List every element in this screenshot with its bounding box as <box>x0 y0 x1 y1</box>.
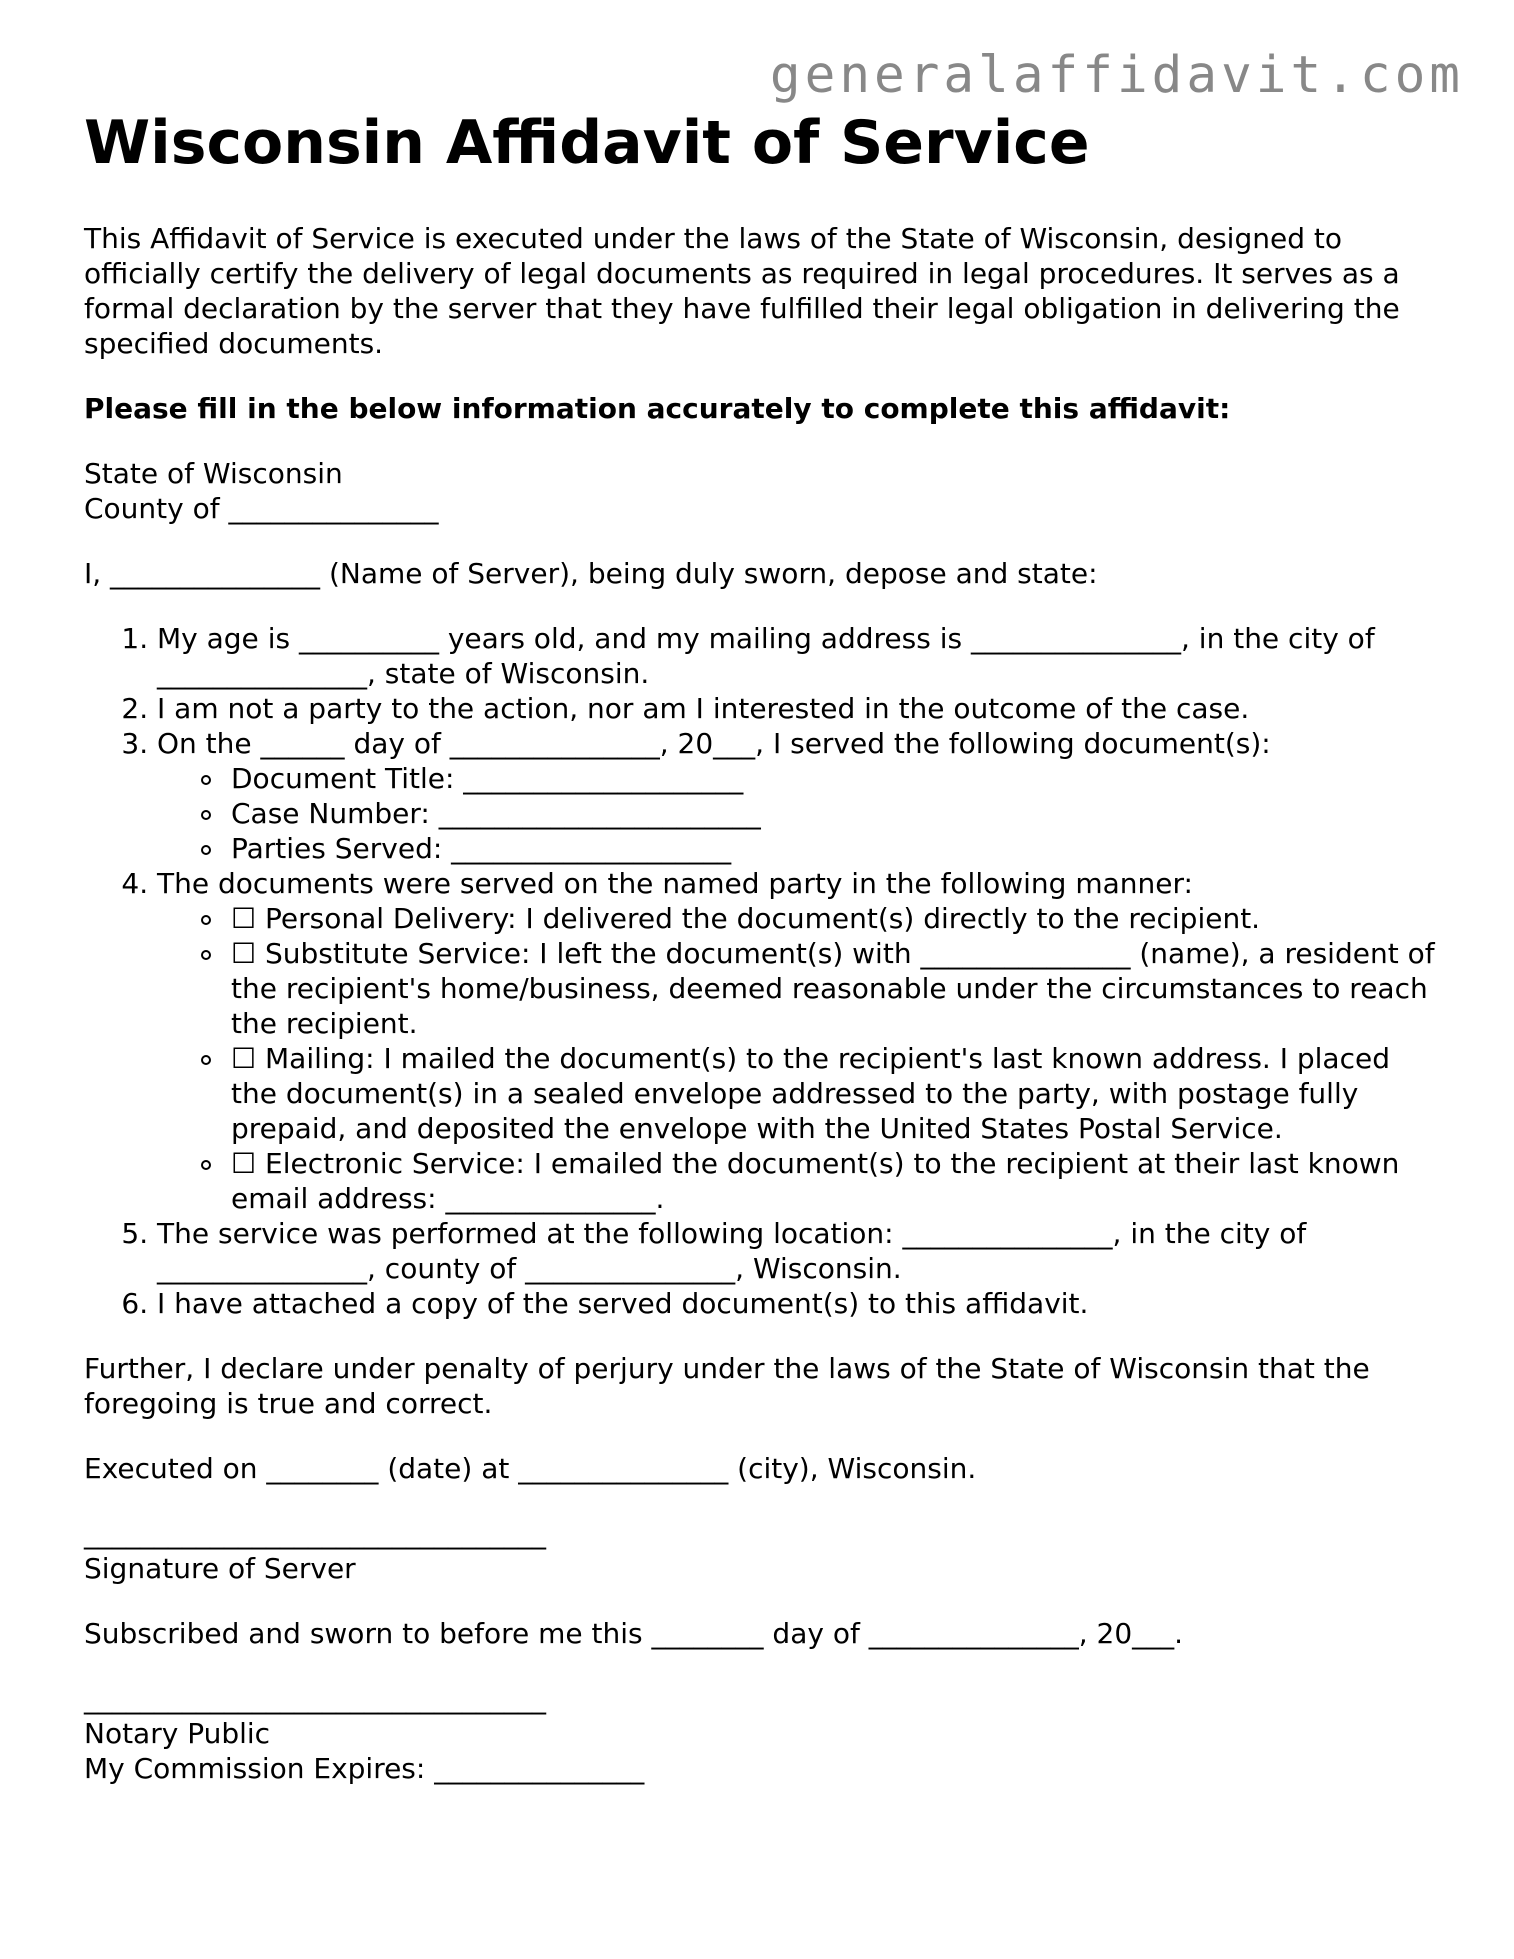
declarant-statement: I, _______________ (Name of Server), being duly sworn, depose and state: <box>84 557 1098 590</box>
list-item-not-party: 2. I am not a party to the action, nor am I interested in the outcome of the case. <box>157 691 1444 726</box>
venue-county: County of _______________ <box>84 492 439 525</box>
execution-statement: Executed on ________ (date) at _______________ (city), Wisconsin. <box>84 1452 977 1485</box>
notary-label: Notary Public <box>84 1717 271 1750</box>
electronic-service-option: ☐ Electronic Service: I emailed the document(s) to the recipient at their last known email address: _______________. <box>231 1146 1444 1216</box>
list-item-age-address: 1. My age is __________ years old, and my mailing address is _______________, in the city of _______________, state of Wisconsin. <box>157 621 1444 691</box>
venue-block <box>84 456 1444 526</box>
perjury-declaration: Further, I declare under penalty of perjury under the laws of the State of Wisconsin that the foregoing is true and correct. <box>84 1352 1370 1420</box>
subscribed-statement: Subscribed and sworn to before me this ________ day of _______________, 20___. <box>84 1617 1184 1650</box>
venue-state: State of Wisconsin <box>84 457 343 490</box>
substitute-service-option: ☐ Substitute Service: I left the document(s) with _______________ (name), a resident of the recipient's home/business, deemed reasonable under the circumstances to reach the recipient. <box>231 936 1444 1041</box>
service-method-list <box>157 901 1444 1216</box>
intro-paragraph: This Affidavit of Service is executed under the laws of the State of Wisconsin, designed to officially certify the delivery of legal documents as required in legal procedures. It serves as a formal declaration by the server that they have fulfilled their legal obligation in delivering the specified documents. <box>84 222 1400 360</box>
server-signature-line: _________________________________ <box>84 1517 546 1550</box>
document-title: Wisconsin Affidavit of Service <box>84 108 1090 178</box>
statement-list <box>84 621 1444 1321</box>
commission-expiry: My Commission Expires: _______________ <box>84 1752 645 1785</box>
notary-signature-line: _________________________________ <box>84 1682 546 1715</box>
server-signature-label: Signature of Server <box>84 1552 356 1585</box>
watermark: generalaffidavit.com <box>769 46 1464 105</box>
served-documents-list <box>157 761 1444 866</box>
document-title-field: Document Title: ____________________ <box>231 761 1444 796</box>
case-number-field: Case Number: _______________________ <box>231 796 1444 831</box>
affidavit-document <box>84 108 1444 1816</box>
server-signature-block <box>84 1516 1444 1586</box>
list-item-attached-copy: 6. I have attached a copy of the served document(s) to this affidavit. <box>157 1286 1444 1321</box>
list-item-service-location: 5. The service was performed at the following location: _______________, in the city of _______________, county of _______________, Wisconsin. <box>157 1216 1444 1286</box>
parties-served-field: Parties Served: ____________________ <box>231 831 1444 866</box>
list-item-service-manner: 4. The documents were served on the named party in the following manner: ☐ Personal Delivery: I delivered the document(s) directly to the recipient. ☐ Substitute Service: I left the document(s) with _______________ (name), a resident of the recipient's home/business, deemed reasonable under the circumstances to reach the recipient. ☐ Mailing: I mailed the document(s) to the recipient's last known address. I placed the document(s) in a sealed envelope addressed to the party, with postage fully prepaid, and deposited the envelope with the United States Postal Service. ☐ Electronic Service: I emailed the document(s) to the recipient at their last known email address: _______________. <box>157 866 1444 1216</box>
list-item-service-date: 3. On the ______ day of _______________, 20___, I served the following document(s): Document Title: ____________________ Case Number: _______________________ Parties Served: ____________________ <box>157 726 1444 866</box>
mailing-option: ☐ Mailing: I mailed the document(s) to the recipient's last known address. I placed the document(s) in a sealed envelope addressed to the party, with postage fully prepaid, and deposited the envelope with the United States Postal Service. <box>231 1041 1444 1146</box>
fill-instruction: Please fill in the below information accurately to complete this affidavit: <box>84 392 1231 425</box>
notary-block <box>84 1681 1444 1786</box>
personal-delivery-option: ☐ Personal Delivery: I delivered the document(s) directly to the recipient. <box>231 901 1444 936</box>
